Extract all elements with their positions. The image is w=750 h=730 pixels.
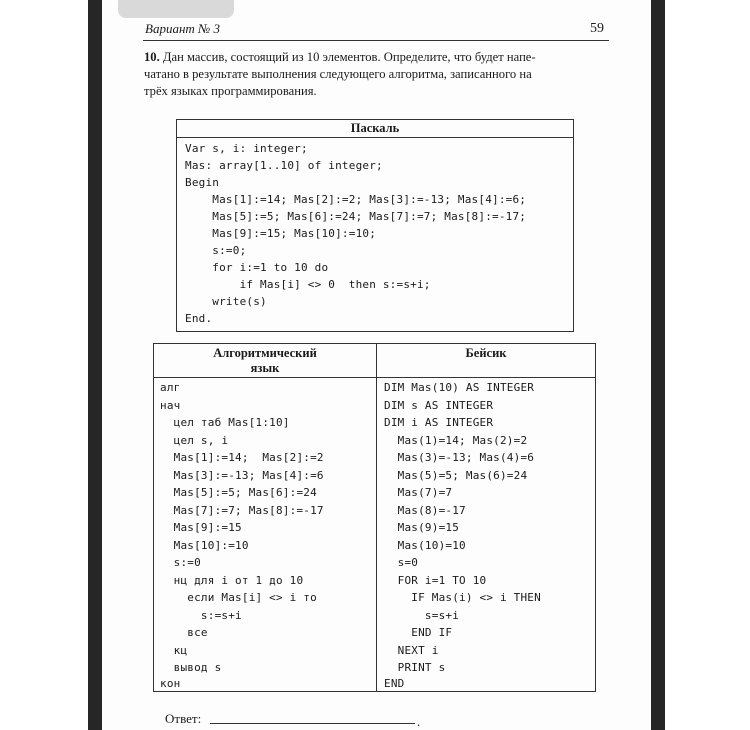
task-statement xyxy=(144,49,612,100)
pascal-line: End. xyxy=(185,312,213,325)
pascal-line: Var s, i: integer; xyxy=(185,142,308,155)
algo-basic-table xyxy=(153,343,596,692)
answer-end-dot: . xyxy=(417,714,421,729)
basic-line: END IF xyxy=(384,626,453,639)
algo-line: нц для i от 1 до 10 xyxy=(160,573,304,587)
basic-line: PRINT s xyxy=(384,661,446,674)
pascal-title: Паскаль xyxy=(177,120,573,138)
basic-line: FOR i=1 TO 10 xyxy=(384,573,487,587)
variant-header: Вариант № 3 xyxy=(145,21,221,36)
task-text-line-2: чатано в результате выполнения следующего алгоритма, записанного на xyxy=(144,67,532,81)
algo-line: алг xyxy=(160,381,181,394)
algo-line: вывод s xyxy=(160,661,222,674)
algo-line: цел таб Mas[1:10] xyxy=(160,416,290,429)
answer-blank[interactable] xyxy=(210,723,415,724)
pascal-line: for i:=1 to 10 do xyxy=(185,261,329,274)
basic-line: DIM Mas(10) AS INTEGER xyxy=(384,381,535,394)
header-row-divider xyxy=(154,377,595,378)
algo-line: Mas[3]:=-13; Mas[4]:=6 xyxy=(160,468,324,482)
basic-line: Mas(8)=-17 xyxy=(384,503,466,517)
algo-line: s:=s+i xyxy=(160,608,242,622)
algo-line: Mas[1]:=14; Mas[2]:=2 xyxy=(160,451,324,464)
basic-line: IF Mas(i) <> i THEN xyxy=(384,591,541,604)
basic-line: s=0 xyxy=(384,556,419,569)
pascal-line: Mas[9]:=15; Mas[10]:=10; xyxy=(185,227,377,240)
basic-line: Mas(5)=5; Mas(6)=24 xyxy=(384,468,528,482)
basic-line: Mas(9)=15 xyxy=(384,521,460,534)
algo-title-line-1: Алгоритмический xyxy=(213,346,317,360)
page-number: 59 xyxy=(590,21,604,36)
task-line-1 xyxy=(144,49,612,66)
algo-line: кон xyxy=(160,677,181,690)
task-text-line-1: Дан массив, состоящий из 10 элементов. Определите, что будет напе- xyxy=(162,50,536,64)
pascal-line: write(s) xyxy=(185,295,267,308)
left-dark-border xyxy=(88,0,102,730)
algo-line: нач xyxy=(160,398,181,412)
basic-line: Mas(3)=-13; Mas(4)=6 xyxy=(384,451,535,464)
pascal-line: Begin xyxy=(185,176,220,189)
column-divider xyxy=(376,344,377,691)
algo-line: Mas[5]:=5; Mas[6]:=24 xyxy=(160,486,317,499)
basic-line: s=s+i xyxy=(384,608,460,622)
algo-line: все xyxy=(160,626,208,639)
answer-label: Ответ: xyxy=(165,711,202,726)
pascal-code-box xyxy=(176,119,574,332)
basic-line: Mas(7)=7 xyxy=(384,486,453,499)
algo-line: Mas[10]:=10 xyxy=(160,538,249,552)
algo-line: Mas[7]:=7; Mas[8]:=-17 xyxy=(160,503,324,517)
basic-line: Mas(10)=10 xyxy=(384,538,466,552)
pascal-line: if Mas[i] <> 0 then s:=s+i; xyxy=(185,278,431,291)
algo-line: s:=0 xyxy=(160,556,201,569)
right-dark-border xyxy=(651,0,665,730)
task-text-line-3: трёх языках программирования. xyxy=(144,84,317,98)
pascal-line: Mas[5]:=5; Mas[6]:=24; Mas[7]:=7; Mas[8]:=-17; xyxy=(185,210,527,223)
algo-line: если Mas[i] <> i то xyxy=(160,591,317,604)
algo-line: кц xyxy=(160,643,188,657)
header-divider xyxy=(143,40,609,41)
basic-title: Бейсик xyxy=(465,346,507,360)
algo-title-line-2: язык xyxy=(250,361,280,375)
basic-line: NEXT i xyxy=(384,643,439,657)
algo-title xyxy=(154,346,376,376)
basic-line: Mas(1)=14; Mas(2)=2 xyxy=(384,433,528,447)
pascal-line: Mas: array[1..10] of integer; xyxy=(185,159,383,172)
algo-line: цел s, i xyxy=(160,433,229,447)
basic-line: DIM s AS INTEGER xyxy=(384,398,494,412)
basic-line: END xyxy=(384,677,405,690)
top-overlay-blob xyxy=(118,0,234,18)
basic-line: DIM i AS INTEGER xyxy=(384,416,494,429)
task-number: 10. xyxy=(144,50,160,64)
pascal-line: Mas[1]:=14; Mas[2]:=2; Mas[3]:=-13; Mas[4]:=6; xyxy=(185,193,527,206)
pascal-line: s:=0; xyxy=(185,244,247,257)
algo-line: Mas[9]:=15 xyxy=(160,521,242,534)
